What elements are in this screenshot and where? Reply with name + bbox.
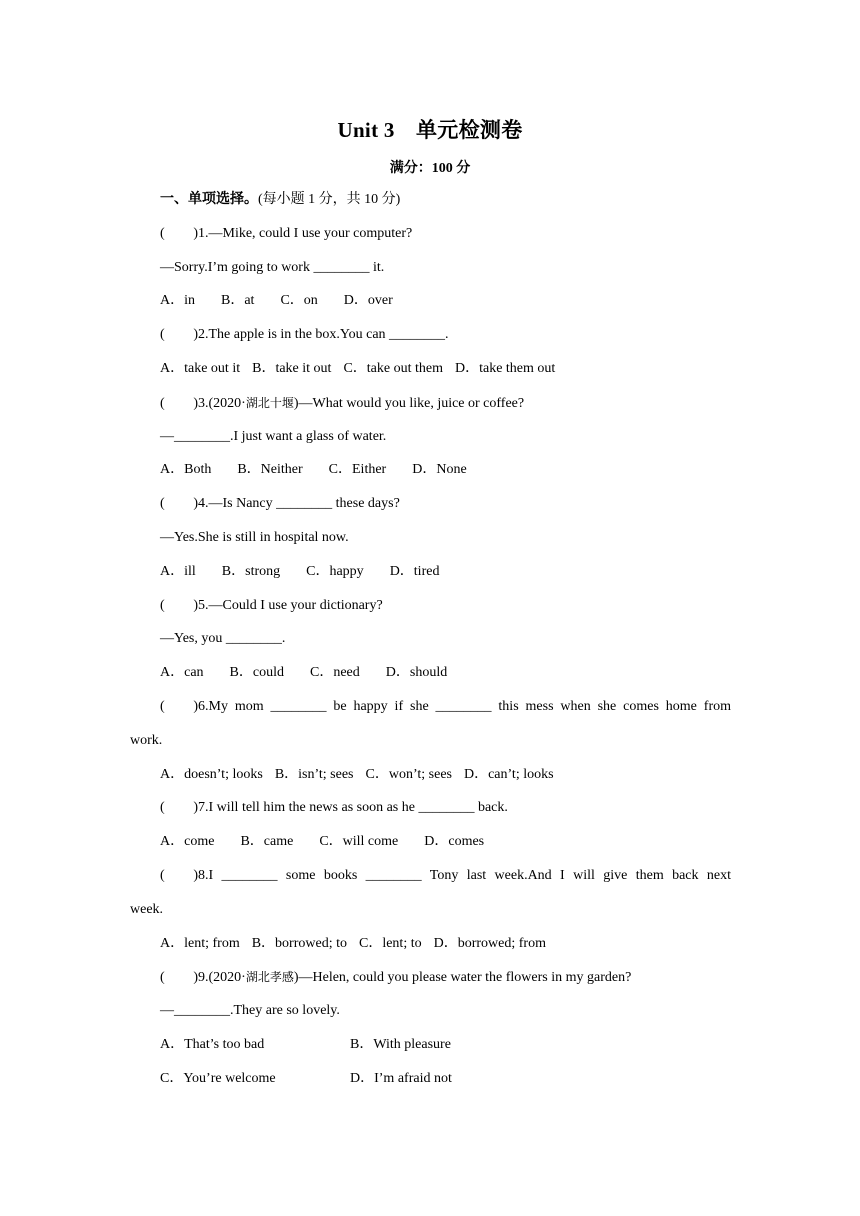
option-c: C．happy bbox=[306, 563, 364, 579]
question-stem bbox=[0, 796, 860, 830]
question-text-suffix: )—What would you like, juice or coffee? bbox=[293, 395, 525, 411]
question-text-continued: work. bbox=[130, 732, 163, 748]
total-score: 满分：100 分 bbox=[389, 161, 471, 176]
option-d: D．comes bbox=[424, 834, 485, 850]
question-reply: —________.They are so lovely. bbox=[160, 1003, 340, 1019]
option-d: D．should bbox=[385, 665, 448, 681]
question-stem bbox=[0, 222, 860, 256]
question-text: 8.I ________ some books ________ Tony last week.And I will give them back next bbox=[198, 867, 731, 883]
option-d: D．borrowed; from bbox=[433, 935, 546, 951]
section-title: 一、单项选择。 bbox=[160, 192, 258, 207]
answer-bracket: ( ) bbox=[160, 327, 198, 343]
question-text-prefix: 3.(2020· bbox=[198, 395, 246, 411]
question-text-prefix: 9.(2020· bbox=[198, 970, 246, 986]
option-d: D．tired bbox=[389, 563, 440, 579]
option-d: D．I’m afraid not bbox=[350, 1070, 452, 1086]
option-row bbox=[0, 830, 860, 864]
question-text: 1.—Mike, could I use your computer? bbox=[198, 225, 413, 241]
option-d: D．over bbox=[343, 293, 393, 309]
question-text: 7.I will tell him the news as soon as he ________ back. bbox=[198, 800, 508, 816]
option-b: B．Neither bbox=[237, 462, 303, 478]
option-b: B．take it out bbox=[252, 360, 332, 376]
option-c: C．You’re welcome bbox=[160, 1070, 276, 1086]
option-b: B．at bbox=[221, 293, 255, 309]
option-c: C．Either bbox=[328, 462, 387, 478]
question-stem bbox=[0, 492, 860, 526]
option-b: B．came bbox=[240, 834, 294, 850]
answer-bracket: ( ) bbox=[160, 867, 198, 883]
answer-bracket: ( ) bbox=[160, 597, 198, 613]
option-c: C．take out them bbox=[343, 360, 443, 376]
option-a: A．lent; from bbox=[160, 935, 240, 951]
option-c: C．on bbox=[280, 293, 318, 309]
option-b: B．could bbox=[229, 665, 284, 681]
question-text: 6.My mom ________ be happy if she ________ this mess when she comes home from bbox=[198, 698, 731, 714]
question-reply: —________.I just want a glass of water. bbox=[160, 428, 387, 444]
question-reply: —Yes.She is still in hospital now. bbox=[160, 529, 349, 545]
question-stem bbox=[0, 864, 731, 898]
question-reply: —Yes, you ________. bbox=[160, 631, 286, 647]
option-row bbox=[0, 1067, 860, 1101]
question-source: 湖北十堰 bbox=[245, 395, 294, 410]
option-b: B．isn’t; sees bbox=[274, 766, 354, 782]
option-row bbox=[0, 357, 860, 391]
option-c: C．won’t; sees bbox=[365, 766, 452, 782]
option-row bbox=[0, 932, 860, 966]
answer-bracket: ( ) bbox=[160, 970, 198, 986]
question-text: 4.—Is Nancy ________ these days? bbox=[198, 496, 400, 512]
section-heading bbox=[0, 188, 860, 222]
question-stem bbox=[0, 323, 860, 357]
question-source: 湖北孝感 bbox=[245, 970, 294, 985]
option-a: A．Both bbox=[160, 462, 212, 478]
option-row bbox=[0, 458, 860, 492]
option-a: A．come bbox=[160, 834, 215, 850]
answer-bracket: ( ) bbox=[160, 395, 198, 411]
question-text-suffix: )—Helen, could you please water the flowers in my garden? bbox=[293, 970, 632, 986]
option-c: C．lent; to bbox=[358, 935, 422, 951]
question-reply: —Sorry.I’m going to work ________ it. bbox=[160, 259, 385, 275]
answer-bracket: ( ) bbox=[160, 698, 198, 714]
option-c: C．will come bbox=[319, 834, 399, 850]
option-a: A．ill bbox=[160, 563, 196, 579]
option-c: C．need bbox=[310, 665, 360, 681]
option-row bbox=[0, 1033, 860, 1067]
option-a: A．in bbox=[160, 293, 195, 309]
question-stem bbox=[0, 594, 860, 628]
option-a: A．That’s too bad bbox=[160, 1036, 265, 1052]
answer-bracket: ( ) bbox=[160, 496, 198, 512]
question-stem bbox=[0, 695, 731, 729]
option-row bbox=[0, 763, 860, 797]
option-d: D．None bbox=[412, 462, 467, 478]
answer-bracket: ( ) bbox=[160, 800, 198, 816]
option-d: D．can’t; looks bbox=[463, 766, 554, 782]
option-d: D．take them out bbox=[454, 360, 556, 376]
question-text: 5.—Could I use your dictionary? bbox=[198, 597, 383, 613]
option-row bbox=[0, 661, 860, 695]
option-a: A．doesn’t; looks bbox=[160, 766, 263, 782]
question-text: 2.The apple is in the box.You can ________. bbox=[198, 327, 449, 343]
question-text-continued: week. bbox=[130, 901, 164, 917]
question-stem bbox=[0, 965, 860, 999]
option-row bbox=[0, 289, 860, 323]
option-a: A．can bbox=[160, 665, 204, 681]
exam-content bbox=[0, 188, 860, 1101]
option-b: B．strong bbox=[221, 563, 281, 579]
answer-bracket: ( ) bbox=[160, 225, 198, 241]
option-a: A．take out it bbox=[160, 360, 241, 376]
option-b: B．borrowed; to bbox=[251, 935, 347, 951]
option-b: B．With pleasure bbox=[350, 1036, 451, 1052]
option-row bbox=[0, 560, 860, 594]
page-title: Unit 3 单元检测卷 bbox=[337, 118, 523, 142]
question-stem bbox=[0, 391, 860, 425]
section-note: (每小题 1 分，共 10 分) bbox=[258, 192, 401, 207]
